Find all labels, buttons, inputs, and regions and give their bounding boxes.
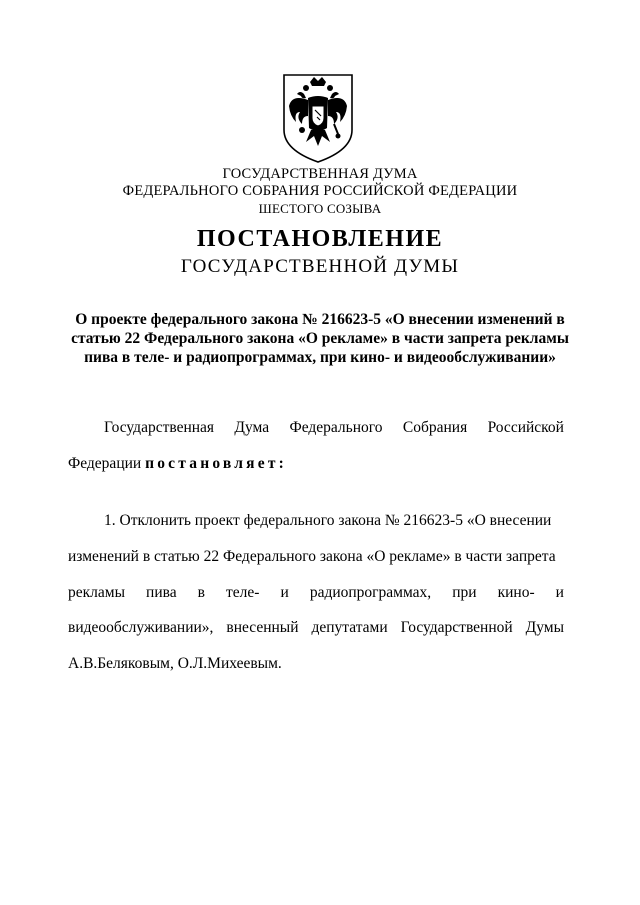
word: теле- (226, 584, 260, 601)
subject-line: пива в теле- и радиопрограммах, при кино- и видеообслуживании» (84, 349, 556, 366)
document-type: ПОСТАНОВЛЕНИЕ (196, 226, 444, 252)
word: Дума (234, 419, 270, 436)
word: Российской (487, 419, 564, 436)
word: и (280, 584, 289, 601)
word: радиопрограммах, (309, 584, 432, 601)
preamble-text: Федерации (68, 455, 146, 472)
preamble-line-2 (68, 454, 287, 474)
word: при (452, 584, 477, 601)
convocation: ШЕСТОГО СОЗЫВА (258, 201, 382, 216)
word: Государственная (104, 419, 215, 436)
russian-coat-of-arms-icon (280, 72, 356, 164)
word: пива (146, 584, 177, 601)
word: Собрания (402, 419, 468, 436)
clause-1-line-2: изменений в статью 22 Федерального закона «О рекламе» в части запрета (68, 548, 556, 565)
preamble-line-1 (104, 418, 564, 438)
subject-line: статью 22 Федерального закона «О рекламе» в части запрета рекламы (71, 330, 569, 347)
document-subject (60, 310, 580, 367)
word: Государственной (400, 619, 513, 636)
word: рекламы (68, 584, 125, 601)
word: депутатами (311, 619, 388, 636)
subject-line: О проекте федерального закона № 216623-5 «О внесении изменений в (75, 311, 565, 328)
word: кино- (497, 584, 535, 601)
resolves-keyword: постановляет: (145, 455, 287, 472)
clause-1-line-5: А.В.Беляковым, О.Л.Михеевым. (68, 655, 282, 672)
clause-1-line-4 (68, 618, 564, 638)
word: в (197, 584, 205, 601)
word: внесенный (226, 619, 299, 636)
clause-1-line-1: 1. Отклонить проект федерального закона № 216623-5 «О внесении (104, 512, 552, 529)
word: Федерального (289, 419, 383, 436)
org-name-line-2: ФЕДЕРАЛЬНОГО СОБРАНИЯ РОССИЙСКОЙ ФЕДЕРАЦИИ (122, 183, 518, 199)
clause-1-line-3 (68, 583, 564, 603)
org-name-line-1: ГОСУДАРСТВЕННАЯ ДУМА (222, 166, 418, 182)
word: Думы (525, 619, 564, 636)
word: и (555, 584, 564, 601)
document-issuer: ГОСУДАРСТВЕННОЙ ДУМЫ (180, 256, 460, 277)
word: видеообслуживании», (68, 619, 214, 636)
